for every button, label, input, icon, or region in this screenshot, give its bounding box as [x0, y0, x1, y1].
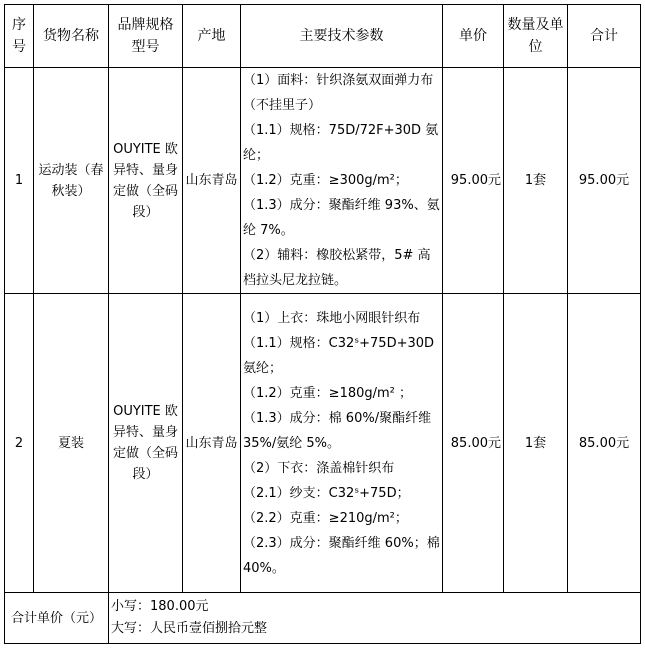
row-total: 95.00元 [568, 68, 641, 294]
table-row [5, 294, 641, 593]
row-price: 95.00元 [443, 68, 504, 294]
row-no: 1 [5, 68, 34, 294]
header-total: 合计 [568, 5, 641, 68]
row-brand: OUYITE 欧异特、量身定做（全码段） [109, 294, 183, 593]
row-origin: 山东青岛 [183, 294, 241, 593]
row-spec [241, 68, 443, 294]
header-qty: 数量及单位 [504, 5, 568, 68]
spec-line: （2）辅料：橡胶松紧带，5# 高档拉头尼龙拉链。 [243, 248, 431, 288]
row-spec [241, 294, 443, 593]
spec-line: （2.1）纱支：C32ˢ+75D； [243, 485, 410, 501]
row-qty: 1套 [504, 294, 568, 593]
quote-table [4, 4, 641, 644]
total-row [5, 593, 641, 644]
header-name: 货物名称 [34, 5, 109, 68]
header-origin: 产地 [183, 5, 241, 68]
spec-line: （1.1）规格：75D/72F+30D 氨纶； [243, 123, 439, 163]
spec-line: （1.2）克重：≥300g/m²； [243, 173, 408, 188]
header-row [5, 5, 641, 68]
row-qty: 1套 [504, 68, 568, 294]
spec-line: （1.3）成分：棉 60%/聚酯纤维 35%/氨纶 5%。 [243, 410, 432, 451]
row-no: 2 [5, 294, 34, 593]
total-label: 合计单价（元） [5, 593, 109, 644]
spec-line: （1.3）成分：聚酯纤维 93%、氨纶 7%。 [243, 198, 440, 238]
row-origin: 山东青岛 [183, 68, 241, 294]
row-name: 运动装（春秋装） [34, 68, 109, 294]
spec-line: （2.2）克重：≥210g/m²； [243, 510, 408, 526]
row-total: 85.00元 [568, 294, 641, 593]
header-no: 序号 [5, 5, 34, 68]
row-brand: OUYITE 欧异特、量身定做（全码段） [109, 68, 183, 294]
total-big: 大写：人民币壹佰捌拾元整 [111, 621, 268, 636]
spec-line: （1.1）规格：C32ˢ+75D+30D 氨纶； [243, 335, 435, 376]
spec-line: （1）上衣：珠地小网眼针织布 [243, 310, 421, 326]
header-spec: 主要技术参数 [241, 5, 443, 68]
spec-line: （1）面料：针织涤氨双面弹力布（不挂里子） [243, 73, 434, 113]
total-amount [109, 593, 641, 644]
header-price: 单价 [443, 5, 504, 68]
spec-line: （1.2）克重：≥180g/m² ； [243, 385, 413, 401]
header-brand: 品牌规格型号 [109, 5, 183, 68]
spec-line: （2.3）成分：聚酯纤维 60%；棉 40%。 [243, 535, 440, 576]
spec-line: （2）下衣：涤盖棉针织布 [243, 460, 395, 476]
row-name: 夏装 [34, 294, 109, 593]
total-small: 小写：180.00元 [111, 599, 209, 614]
table-row [5, 68, 641, 294]
row-price: 85.00元 [443, 294, 504, 593]
